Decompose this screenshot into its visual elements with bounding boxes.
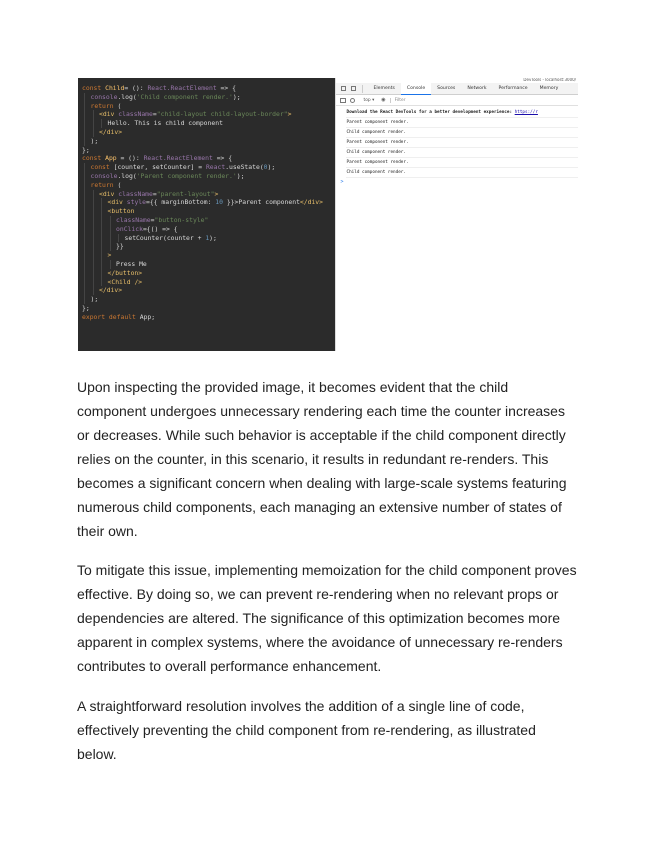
code-line	[82, 119, 335, 128]
code-line	[82, 172, 335, 181]
indent-guide	[84, 234, 85, 243]
code-token: >	[287, 110, 292, 119]
code-token: );	[209, 233, 217, 242]
indent-guide	[93, 269, 94, 278]
console-filter-input[interactable]: Filter	[390, 98, 406, 103]
code-token: return	[90, 180, 114, 189]
code-token: React	[205, 163, 226, 172]
code-token: };	[82, 145, 90, 154]
indent-guide	[84, 110, 85, 119]
code-token: return	[90, 101, 114, 110]
indent-guide	[93, 216, 94, 225]
indent-guide	[93, 119, 94, 128]
console-message: Parent component render.	[346, 158, 578, 168]
code-line	[82, 269, 335, 278]
code-token: setCounter(counter +	[124, 233, 206, 242]
indent-guide	[101, 198, 102, 207]
code-token: className	[118, 110, 153, 119]
paragraph-memoization: To mitigate this issue, implementing memoization for the child component proves effective. By doing so, we can prevent re-rendering when no relevant props or dependencies are altered. The significance of this optimization becomes more apparent in complex systems, where the avoidance of unnecessary re-renders contributes to overall performance enhancement.	[77, 562, 577, 674]
code-token: console	[90, 92, 118, 101]
code-token: </button>	[107, 268, 143, 277]
code-token: const	[90, 163, 114, 172]
code-line	[82, 93, 335, 102]
code-token: (	[113, 180, 122, 189]
code-token: "parent-layout"	[156, 189, 215, 198]
code-line	[82, 190, 335, 199]
code-token: .log(	[117, 171, 137, 180]
code-line	[82, 128, 335, 137]
code-line	[82, 251, 335, 260]
code-token: </div>	[99, 286, 123, 295]
console-message: Child component render.	[346, 168, 578, 178]
tab-memory[interactable]: Memory	[539, 86, 559, 91]
indent-guide	[84, 295, 85, 304]
indent-guide	[84, 128, 85, 137]
indent-guide	[101, 225, 102, 234]
code-token: 10	[215, 198, 223, 207]
code-token: className	[118, 189, 153, 198]
code-token: <button	[107, 207, 135, 216]
code-token: );	[232, 92, 241, 101]
indent-guide	[93, 225, 94, 234]
indent-guide	[84, 260, 85, 269]
indent-guide	[110, 216, 111, 225]
indent-guide	[84, 93, 85, 102]
code-line	[82, 154, 335, 163]
code-token: => {	[216, 84, 236, 92]
code-token: App	[105, 154, 117, 163]
code-line	[82, 181, 335, 190]
indent-guide	[93, 286, 94, 295]
code-token: );	[236, 171, 245, 180]
code-token: "button-style"	[154, 215, 209, 224]
indent-guide	[93, 234, 94, 243]
indent-guide	[84, 225, 85, 234]
indent-guide	[84, 207, 85, 216]
indent-guide	[84, 137, 85, 146]
code-editor-pane	[78, 78, 335, 351]
code-token: <div	[99, 110, 119, 119]
console-output	[336, 106, 578, 178]
paragraph-observation: Upon inspecting the provided image, it becomes evident that the child component undergoes unnecessary rendering each time the counter increases or decreases. While such behavior is acceptable if the child component directly relies on the counter, in this scenario, it results in redundant re-renders. This becomes a significant concern when dealing with large-scale systems featuring numerous child components, each managing an extensive number of states of their own.	[77, 379, 567, 539]
console-link[interactable]: https://r	[514, 110, 538, 115]
live-expression-eye-icon[interactable]: ◉	[381, 97, 386, 103]
code-line	[82, 304, 335, 313]
indent-guide	[110, 225, 111, 234]
code-line	[82, 286, 335, 295]
tab-elements[interactable]: Elements	[373, 86, 395, 91]
code-token: <div	[99, 189, 119, 198]
code-token: 'Child component render.'	[136, 92, 233, 101]
code-token: console	[90, 171, 118, 180]
indent-guide	[84, 119, 85, 128]
code-token: ={() => {	[142, 224, 178, 233]
indent-guide	[93, 190, 94, 199]
console-prompt[interactable]: >	[340, 179, 344, 185]
tab-sources[interactable]: Sources	[437, 86, 456, 91]
code-token: .log(	[117, 92, 137, 101]
indent-guide	[110, 242, 111, 251]
code-line	[82, 198, 335, 207]
code-token: 'Parent component render.'	[136, 171, 237, 180]
code-token: >	[214, 189, 219, 198]
code-line	[82, 295, 335, 304]
indent-guide	[101, 216, 102, 225]
code-token: ={{ marginBottom:	[146, 198, 216, 207]
tab-network[interactable]: Network	[467, 86, 487, 91]
code-token: );	[267, 163, 276, 172]
code-token: React.ReactElement	[147, 84, 217, 92]
code-line	[82, 84, 335, 93]
code-token: </div>	[299, 198, 324, 207]
indent-guide	[101, 260, 102, 269]
code-token: Press Me	[116, 259, 147, 268]
console-message: Child component render.	[346, 128, 578, 138]
indent-guide	[84, 198, 85, 207]
code-line	[82, 102, 335, 111]
indent-guide	[101, 207, 102, 216]
code-token: const	[82, 154, 106, 163]
code-token: <Child	[107, 277, 135, 286]
indent-guide	[84, 190, 85, 199]
code-token: }}>Parent component	[222, 198, 300, 207]
indent-guide	[84, 286, 85, 295]
console-message: Child component render.	[346, 148, 578, 158]
devtools-tab-bar	[336, 83, 578, 95]
code-token: };	[82, 303, 90, 312]
code-line	[82, 207, 335, 216]
code-token: const	[82, 84, 106, 92]
code-line	[82, 137, 335, 146]
code-token: <div	[107, 198, 127, 207]
code-screenshot-figure	[78, 78, 578, 351]
indent-guide	[93, 251, 94, 260]
indent-guide	[84, 242, 85, 251]
indent-guide	[101, 119, 102, 128]
indent-guide	[101, 234, 102, 243]
indent-guide	[93, 128, 94, 137]
indent-guide	[93, 278, 94, 287]
tab-divider	[362, 85, 363, 93]
indent-guide	[84, 181, 85, 190]
indent-guide	[84, 251, 85, 260]
code-token: (	[113, 101, 122, 110]
indent-guide	[84, 269, 85, 278]
tab-console[interactable]: Console	[401, 83, 431, 95]
code-line	[82, 278, 335, 287]
code-token: => {	[212, 154, 233, 163]
indent-guide	[93, 198, 94, 207]
indent-guide	[101, 251, 102, 260]
code-token: Hello. This is child component	[107, 119, 223, 128]
indent-guide	[84, 102, 85, 111]
code-token: =	[150, 215, 155, 224]
code-token: =	[152, 189, 157, 198]
code-token: Child	[105, 84, 125, 92]
sidebar-toggle-icon[interactable]	[340, 98, 346, 103]
code-token: React.ReactElement	[143, 154, 213, 163]
code-token: >	[107, 251, 112, 260]
code-line	[82, 242, 335, 251]
console-message: Parent component render.	[346, 138, 578, 148]
console-message: Parent component render.	[346, 118, 578, 128]
code-token: "child-layout child-layout-border"	[156, 110, 288, 119]
console-toolbar	[336, 95, 578, 106]
code-line	[82, 313, 335, 322]
code-line	[82, 225, 335, 234]
indent-guide	[84, 216, 85, 225]
code-token: style	[126, 198, 146, 207]
code-line	[82, 146, 335, 155]
indent-guide	[101, 278, 102, 287]
clear-console-icon[interactable]	[350, 98, 355, 103]
code-line	[82, 216, 335, 225]
tab-performance[interactable]: Performance	[498, 86, 528, 91]
code-token: App;	[139, 312, 156, 321]
code-line	[82, 163, 335, 172]
code-token: onClick	[116, 224, 143, 233]
code-token: = ():	[124, 84, 148, 92]
indent-guide	[118, 234, 119, 243]
console-message-react-devtools	[346, 108, 578, 118]
indent-guide	[84, 172, 85, 181]
device-toolbar-icon[interactable]	[351, 86, 356, 91]
devtools-panel	[335, 78, 578, 351]
code-line	[82, 234, 335, 243]
indent-guide	[93, 260, 94, 269]
console-message-text: Download the React DevTools for a better development experience:	[346, 110, 515, 115]
code-token: = ():	[116, 154, 144, 163]
code-token: );	[90, 136, 99, 145]
indent-guide	[84, 163, 85, 172]
code-token: .useState(	[225, 163, 264, 172]
code-token: export default	[82, 312, 140, 321]
code-token: }}	[116, 242, 124, 251]
code-token: 0	[263, 163, 268, 172]
inspect-element-icon[interactable]	[341, 86, 346, 91]
indent-guide	[110, 234, 111, 243]
code-token: 1	[205, 233, 210, 242]
code-token: =	[152, 110, 157, 119]
code-token: className	[116, 215, 151, 224]
code-line	[82, 260, 335, 269]
paragraph-resolution: A straightforward resolution involves the addition of a single line of code, effectively preventing the child component from re-rendering, as illustrated below.	[77, 698, 536, 762]
code-token: />	[134, 277, 143, 286]
code-line	[82, 110, 335, 119]
indent-guide	[93, 207, 94, 216]
code-token: );	[90, 295, 99, 304]
indent-guide	[93, 110, 94, 119]
indent-guide	[101, 242, 102, 251]
devtools-title: DevTools - localhost:3000/	[523, 78, 576, 82]
code-token: [counter, setCounter] =	[113, 163, 206, 172]
indent-guide	[101, 269, 102, 278]
indent-guide	[93, 242, 94, 251]
indent-guide	[110, 260, 111, 269]
code-token: </div>	[99, 127, 123, 136]
indent-guide	[84, 278, 85, 287]
context-selector[interactable]: top ▾	[363, 97, 375, 103]
